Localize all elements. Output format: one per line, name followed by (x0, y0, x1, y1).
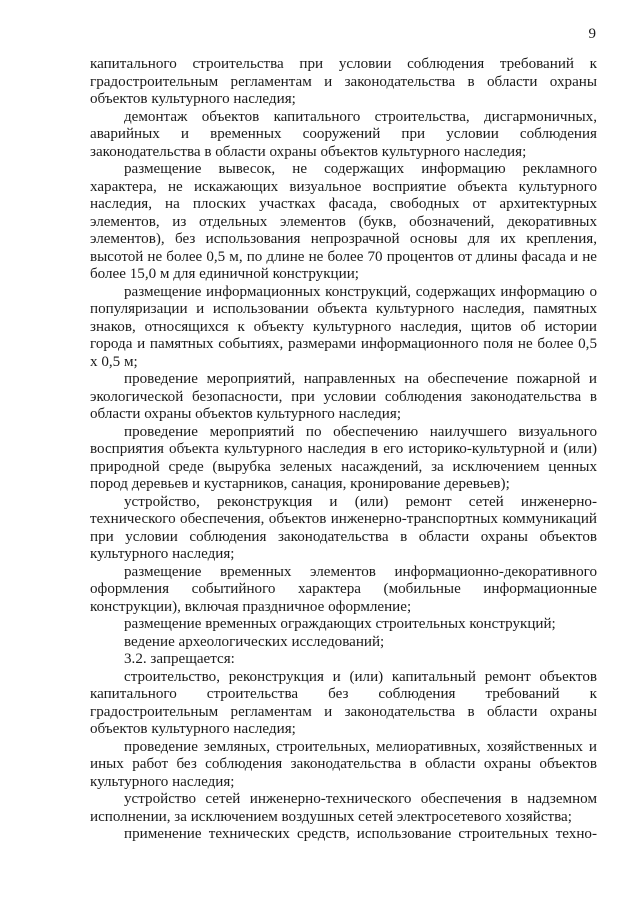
paragraph: проведение мероприятий, направленных на обеспечение пожарной и экологической безопасности, при условии соблюдения законодательства в области охраны объектов культурного наследия; (90, 371, 597, 422)
paragraph: демонтаж объектов капитального строительства, дисгармоничных, аварийных и временных сооружений при условии соблюдения законодательства в области охраны объектов культурного наследия; (90, 108, 597, 160)
paragraph: проведение земляных, строительных, мелиоративных, хозяйственных и иных работ без соблюдения законодательства в области охраны объектов культурного наследия; (90, 738, 597, 790)
paragraph: капитального строительства при условии соблюдения требований к градостроительным регламентам и законодательства в области охраны объектов культурного наследия; (90, 56, 597, 107)
section-heading: 3.2. запрещается: (124, 651, 235, 667)
paragraph: устройство сетей инженерно-технического обеспечения в надземном исполнении, за исключением воздушных сетей электросетевого хозяйства; (90, 791, 597, 825)
paragraph: ведение археологических исследований; (124, 633, 385, 650)
paragraph: размещение временных ограждающих строительных конструкций; (124, 616, 556, 632)
paragraph: устройство, реконструкция и (или) ремонт сетей инженерно-технического обеспечения, объектов инженерно-транспортных коммуникаций при условии соблюдения законодательства в области охраны объектов культурного наследия; (90, 493, 597, 562)
paragraph: строительство, реконструкция и (или) капитальный ремонт объектов капитального строительства без соблюдения требований к градостроительным регламентам и законодательства в области охраны объектов культурного наследия; (90, 668, 597, 737)
paragraph: проведение мероприятий по обеспечению наилучшего визуального восприятия объекта культурного наследия в его историко-культурной и (или) природной среде (вырубка зеленых насаждений, за исключением ценных пород деревьев и кустарников, санация, кронирование деревьев); (90, 423, 597, 492)
paragraph: применение технических средств, использование строительных техно- (124, 826, 597, 842)
page-number: 9 (588, 26, 596, 42)
paragraph: размещение временных элементов информационно-декоративного оформления событийного характера (мобильные информационные конструкции), включая праздничное оформление; (90, 563, 597, 615)
paragraph: размещение вывесок, не содержащих информацию рекламного характера, не искажающих визуальное восприятие объекта культурного наследия, на плоских участках фасада, свободных от архитектурных элементов, из отдельных элементов (букв, обозначений, декоративных элементов), без использования непрозрачной основы для их крепления, высотой не более 0,5 м, по длине не более 70 процентов от длины фасада и не более 15,0 м для единичной конструкции; (90, 161, 597, 282)
paragraph: размещение информационных конструкций, содержащих информацию о популяризации и использовании объекта культурного наследия, памятных знаков, относящихся к объекту культурного наследия, щитов об истории города и памятных событиях, размерами информационного поля не более 0,5 х 0,5 м; (90, 283, 597, 370)
body-text (90, 56, 597, 844)
